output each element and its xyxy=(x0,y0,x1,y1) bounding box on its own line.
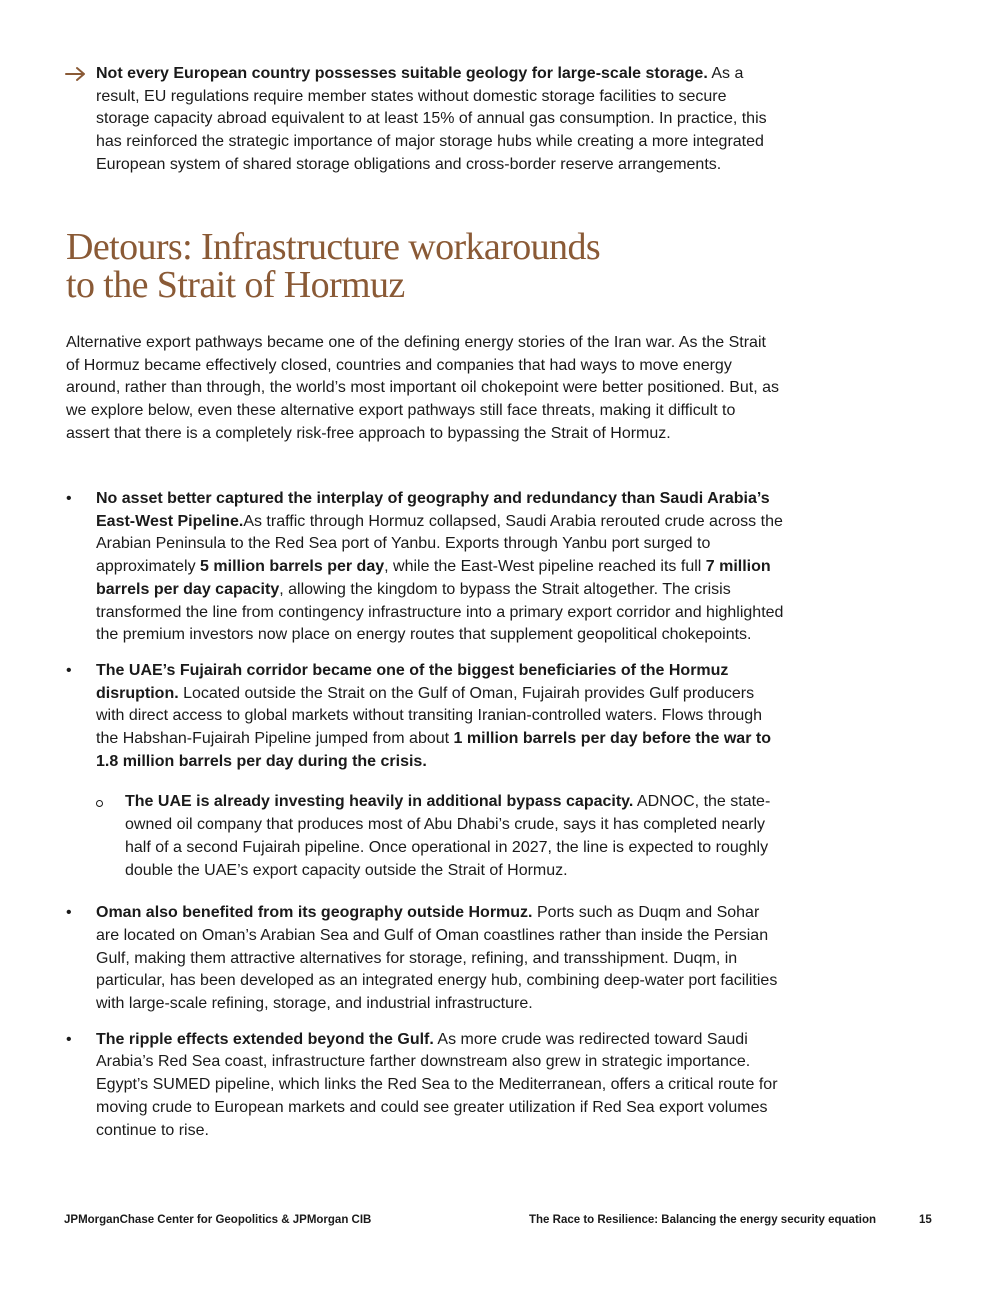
sub-list-item xyxy=(66,791,786,882)
bullet-text: Ports such as Duqm and Sohar are located on Oman’s Arabian Sea and Gulf of Oman coastlines rather than inside the Persian Gulf, making them attractive alternatives for storage, refining, and transshipment. Duqm, in particular, has been developed as an integrated energy hub, combining deep-water port facilities with large-scale refining, storage, and industrial infrastructure. xyxy=(96,904,778,1013)
callout-note xyxy=(64,63,784,177)
bullet-text: Located outside the Strait on the Gulf of Oman, Fujairah provides Gulf producers with direct access to global markets without transiting Iranian-controlled waters. Flows through the Habshan-Fujairah Pipeline jumped from about xyxy=(96,684,763,748)
bullet-lead: No asset better captured the interplay of geography and redundancy than Saudi Arabia’s East-West Pipeline. xyxy=(96,490,770,530)
list-item xyxy=(66,1029,786,1143)
footer-publisher: JPMorganChase Center for Geopolitics & JPMorgan CIB xyxy=(64,1214,372,1226)
intro-paragraph: Alternative export pathways became one of the defining energy stories of the Iran war. As the Strait of Hormuz became effectively closed, countries and companies that had ways to move energy around, rather than through, the world’s most important oil chokepoint were better positioned. But, as we explore below, even these alternative export pathways still face threats, making it difficult to assert that there is a completely risk-free approach to bypassing the Strait of Hormuz. xyxy=(66,334,779,442)
arrow-right-icon xyxy=(64,65,88,83)
bullet-highlight: 7 million barrels per day capacity xyxy=(96,558,771,598)
heading-line-1: Detours: Infrastructure workarounds xyxy=(66,226,601,268)
bullet-marker: • xyxy=(66,490,72,507)
bullet-lead: The ripple effects extended beyond the Gulf. xyxy=(96,1030,434,1048)
section-heading xyxy=(66,228,686,304)
hollow-bullet-icon xyxy=(96,800,103,807)
bullet-list xyxy=(66,488,786,1155)
sub-bullet-lead: The UAE is already investing heavily in additional bypass capacity. xyxy=(125,793,634,811)
callout-lead: Not every European country possesses suitable geology for large-scale storage. xyxy=(96,65,708,82)
callout-body xyxy=(96,63,784,177)
footer-report-title: The Race to Resilience: Balancing the energy security equation xyxy=(529,1214,877,1226)
bullet-marker: • xyxy=(66,1030,72,1048)
bullet-lead: Oman also benefited from its geography outside Hormuz. xyxy=(96,904,533,922)
heading-line-2: to the Strait of Hormuz xyxy=(66,264,405,306)
list-item xyxy=(66,902,786,1016)
list-item xyxy=(66,488,786,647)
bullet-text: As more crude was redirected toward Saudi Arabia’s Red Sea coast, infrastructure farther downstream also grew in strategic importance. Egypt’s SUMED pipeline, which links the Red Sea to the Mediterranean, offers a critical route for moving crude to European markets and could see greater utilization if Red Sea export volumes continue to rise. xyxy=(96,1030,778,1139)
bullet-marker: • xyxy=(66,661,72,679)
list-item xyxy=(66,660,786,774)
bullet-text: As traffic through Hormuz collapsed, Saudi Arabia rerouted crude across the Arabian Peninsula to the Red Sea port of Yanbu. Exports through Yanbu port surged to approximately xyxy=(96,512,783,576)
bullet-highlight: 5 million barrels per day xyxy=(200,558,385,576)
bullet-lead: The UAE’s Fujairah corridor became one of the biggest beneficiaries of the Hormuz disruption. xyxy=(96,661,729,702)
sub-bullet-text: ADNOC, the state-owned oil company that produces most of Abu Dhabi’s crude, says it has completed nearly half of a second Fujairah pipeline. Once operational in 2027, the line is expected to roughly double the UAE’s export capacity outside the Strait of Hormuz. xyxy=(125,793,771,879)
bullet-highlight: 1 million barrels per day before the war to 1.8 million barrels per day during the crisis. xyxy=(96,730,771,770)
callout-text: As a result, EU regulations require member states without domestic storage facilities to secure storage capacity abroad equivalent to at least 15% of annual gas consumption. In practice, this has reinforced the strategic importance of major storage hubs while creating a more integrated European system of shared storage obligations and cross-border reserve arrangements. xyxy=(96,65,767,173)
bullet-text: , allowing the kingdom to bypass the Strait altogether. The crisis transformed the line from contingency infrastructure into a primary export corridor and highlighted the premium investors now place on energy routes that supplement geopolitical chokepoints. xyxy=(96,580,784,644)
page-number: 15 xyxy=(919,1214,932,1226)
bullet-marker: • xyxy=(66,904,72,922)
bullet-text: , while the East-West pipeline reached its full xyxy=(384,558,706,576)
